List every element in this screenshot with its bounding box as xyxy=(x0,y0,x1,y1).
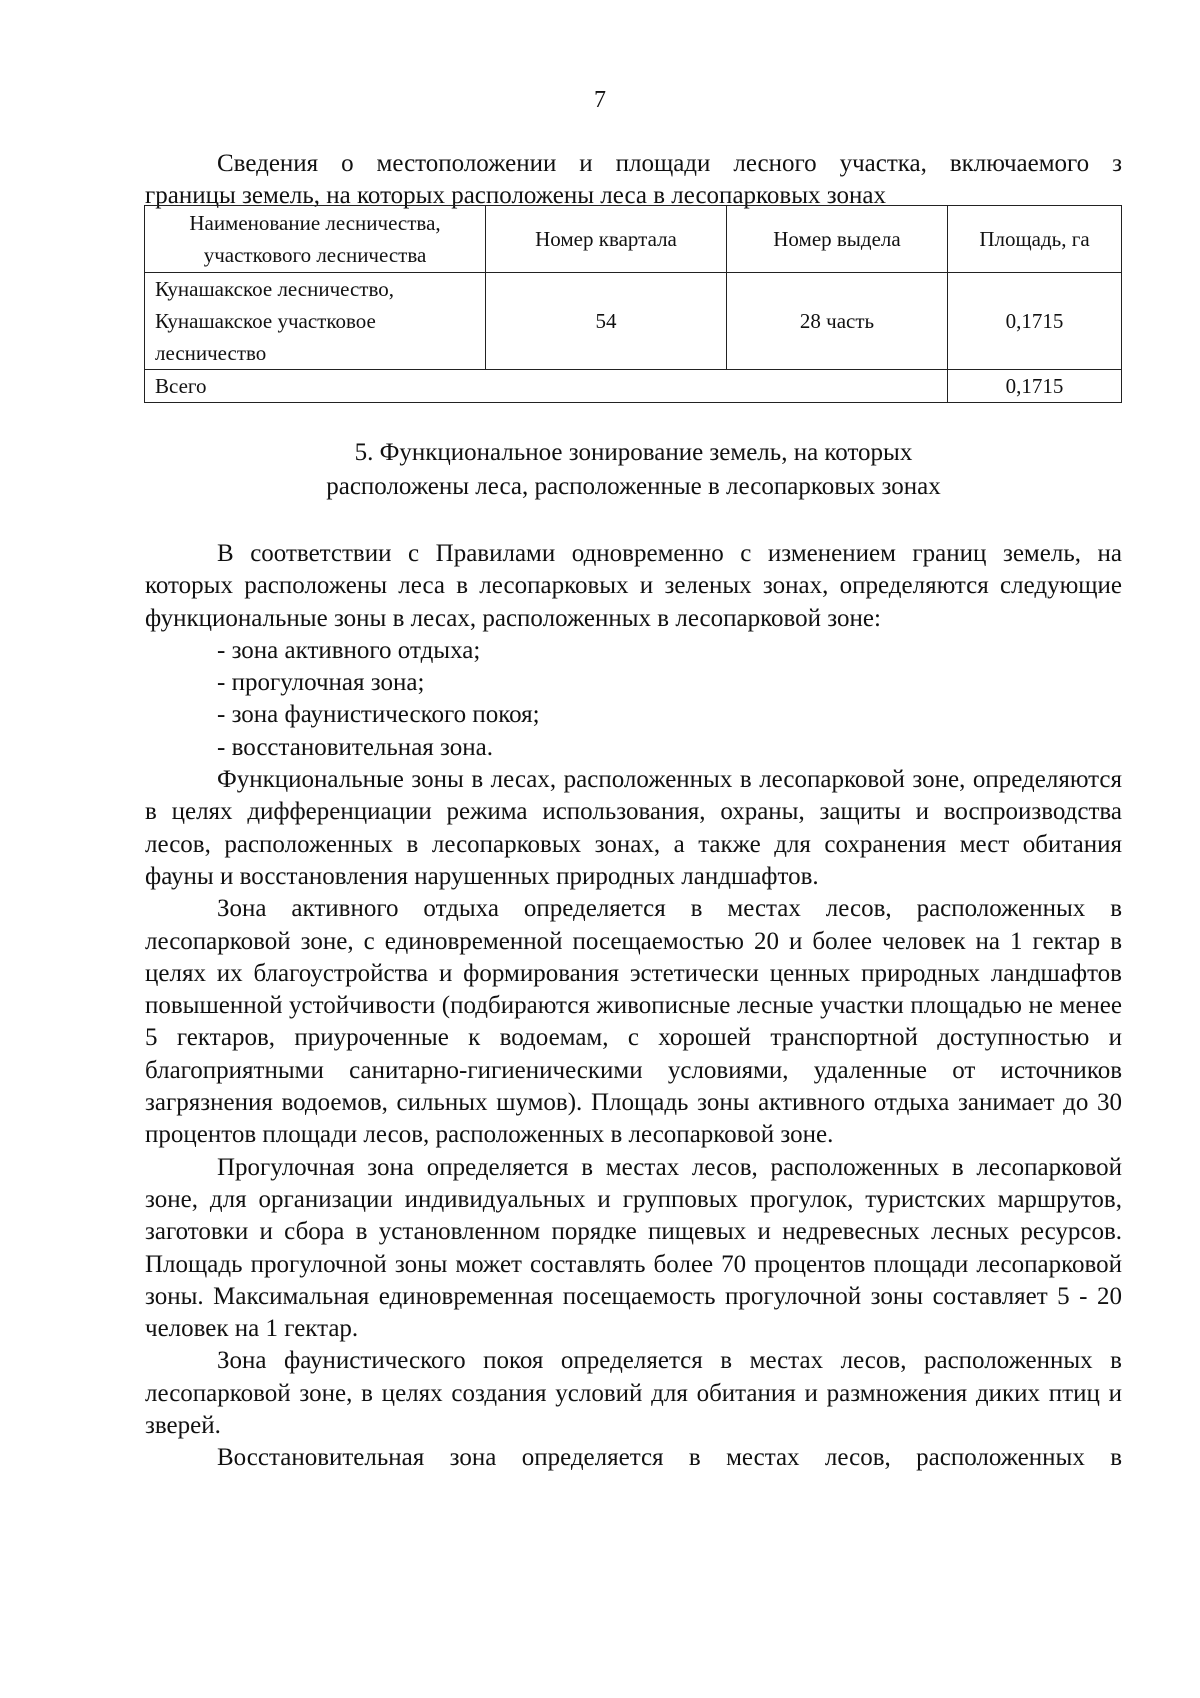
cell-section: 28 часть xyxy=(727,273,948,370)
paragraph-restoration-zone: Восстановительная зона определяется в местах лесов, расположенных в xyxy=(217,1444,1122,1472)
body-text xyxy=(145,538,1122,1475)
header-forestry: Наименование лесничества, участкового лесничества xyxy=(145,206,486,273)
page-number: 7 xyxy=(594,87,606,113)
list-item: - прогулочная зона; xyxy=(217,669,425,697)
cell-forestry: Кунашакское лесничество, Кунашакское участковое лесничество xyxy=(145,273,486,370)
section-title-line-1: 5. Функциональное зонирование земель, на которых xyxy=(354,439,913,466)
table-total-row xyxy=(145,370,1122,403)
table-caption xyxy=(145,148,1122,212)
section-title-line-2: расположены леса, расположенные в лесопарковых зонах xyxy=(326,473,941,500)
list-item: - зона активного отдыха; xyxy=(217,636,481,664)
header-section: Номер выдела xyxy=(727,206,948,273)
paragraph-fauna-zone: Зона фаунистического покоя определяется в местах лесов, расположенных в лесопарковой зоне, в целях создания условий для обитания и размножения диких птиц и зверей. xyxy=(145,1347,1122,1440)
list-item: - зона фаунистического покоя; xyxy=(217,701,540,729)
table-header-row xyxy=(145,206,1122,273)
total-area: 0,1715 xyxy=(948,370,1122,403)
paragraph-active-zone: Зона активного отдыха определяется в местах лесов, расположенных в лесопарковой зоне, с единовременной посещаемостью 20 и более человек на 1 гектар в целях их благоустройства и формирования эстетически ценных природных ландшафтов повышенной устойчивости (подбираются живописные лесные участки площадью не менее 5 гектаров, приуроченные к водоемам, с хорошей транспортной доступностью и благоприятными санитарно-гигиеническими условиями, удаленные от источников загрязнения водоемов, сильных шумов). Площадь зоны активного отдыха занимает до 30 процентов площади лесов, расположенных в лесопарковой зоне. xyxy=(145,895,1122,1149)
section-title xyxy=(145,436,1122,504)
list-item: - восстановительная зона. xyxy=(217,733,493,761)
cell-area: 0,1715 xyxy=(948,273,1122,370)
paragraph-intro: В соответствии с Правилами одновременно с изменением границ земель, на которых расположены леса в лесопарковых и зеленых зонах, определяются следующие функциональные зоны в лесах, расположенных в лесопарковой зоне: xyxy=(145,540,1122,632)
table-caption-line-2: границы земель, на которых расположены леса в лесопарковых зонах xyxy=(145,182,886,209)
header-area: Площадь, га xyxy=(948,206,1122,273)
header-quarter: Номер квартала xyxy=(486,206,727,273)
table-caption-line-1: Сведения о местоположении и площади лесного участка, включаемого з xyxy=(217,150,1122,177)
total-label: Всего xyxy=(145,370,948,403)
forest-plot-table xyxy=(144,205,1122,403)
table-row xyxy=(145,273,1122,370)
cell-quarter: 54 xyxy=(486,273,727,370)
paragraph-walking-zone: Прогулочная зона определяется в местах лесов, расположенных в лесопарковой зоне, для организации индивидуальных и групповых прогулок, туристских маршрутов, заготовки и сбора в установленном порядке пищевых и недревесных лесных ресурсов. Площадь прогулочной зоны может составлять более 70 процентов площади лесопарковой зоны. Максимальная единовременная посещаемость прогулочной зоны составляет 5 - 20 человек на 1 гектар. xyxy=(145,1153,1122,1343)
paragraph-purpose: Функциональные зоны в лесах, расположенных в лесопарковой зоне, определяются в целях дифференциации режима использования, охраны, защиты и воспроизводства лесов, расположенных в лесопарковых зонах, а также для сохранения мест обитания фауны и восстановления нарушенных природных ландшафтов. xyxy=(145,766,1122,890)
